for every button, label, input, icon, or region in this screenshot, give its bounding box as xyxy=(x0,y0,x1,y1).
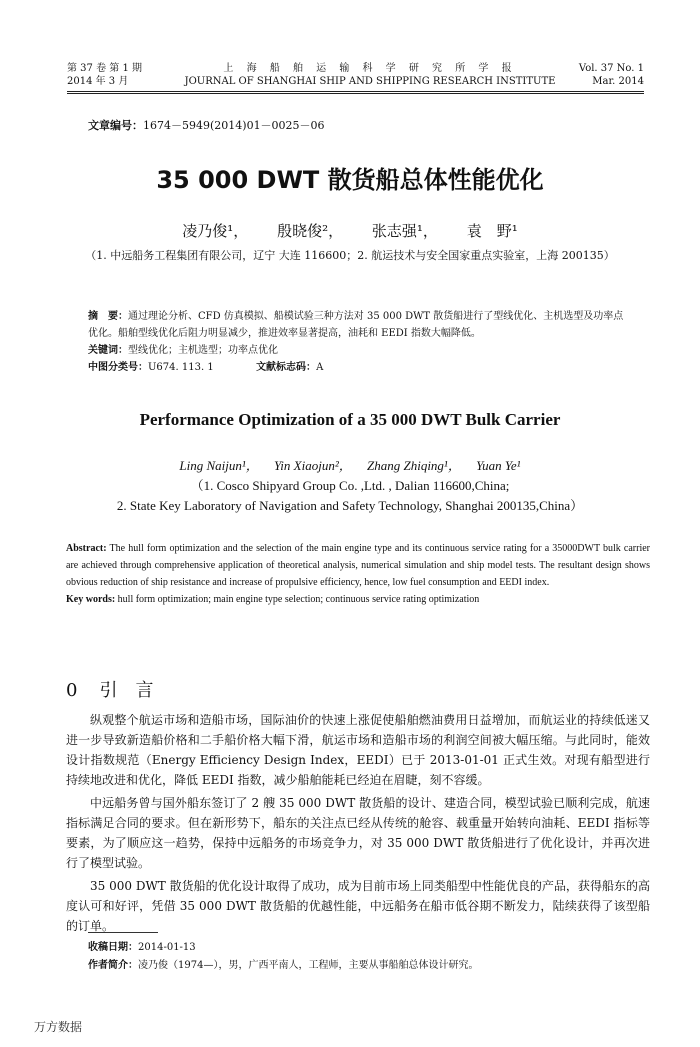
author-cn: 袁 野¹ xyxy=(466,222,518,240)
header-date-cn: 2014 年 3 月 xyxy=(67,76,129,87)
abstract-cn-label: 摘 要： xyxy=(88,311,128,322)
affiliation-en-line-1: （1. Cosco Shipyard Group Co. ,Ltd. , Dalian 116600,China; xyxy=(190,478,510,493)
abstract-en-block xyxy=(66,540,650,608)
authors-cn xyxy=(0,220,700,241)
keywords-en-label: Key words: xyxy=(66,594,116,605)
author-en: Ling Naijun¹， xyxy=(179,458,259,473)
header-volume-cn: 第 37 卷 第 1 期 xyxy=(67,63,142,74)
section-title: 引言 xyxy=(99,680,172,701)
affiliation-en-line-2: 2. State Key Laboratory of Navigation and Safety Technology, Shanghai 200135,China） xyxy=(116,498,584,513)
affiliation-en xyxy=(0,476,700,516)
doc-code-value: A xyxy=(316,362,324,373)
author-bio-label: 作者简介： xyxy=(88,960,138,971)
author-bio xyxy=(88,957,478,975)
affiliation-cn: （1. 中远船务工程集团有限公司，辽宁 大连 116600；2. 航运技术与安全国家重点实验室，上海 200135） xyxy=(85,249,615,262)
abstract-en xyxy=(66,540,650,591)
keywords-cn-label: 关键词： xyxy=(88,345,128,356)
clc-value: U674. 113. 1 xyxy=(148,362,214,373)
journal-name-en: JOURNAL OF SHANGHAI SHIP AND SHIPPING RESEARCH INSTITUTE xyxy=(184,76,556,87)
journal-name-cn: 上 海 船 舶 运 输 科 学 研 究 所 学 报 xyxy=(223,63,517,74)
author-cn: 殷晓俊²， xyxy=(277,222,344,240)
received-label: 收稿日期： xyxy=(88,942,138,953)
title-en: Performance Optimization of a 35 000 DWT Bulk Carrier xyxy=(139,410,561,429)
abstract-cn xyxy=(88,308,628,342)
section-heading xyxy=(66,676,171,702)
header-issue-cn xyxy=(67,62,142,88)
footnote xyxy=(88,939,478,975)
header-journal xyxy=(170,62,570,88)
header-rule-double xyxy=(67,93,644,94)
watermark: 万方数据 xyxy=(34,1020,83,1034)
header-rule xyxy=(67,91,644,92)
paragraph: 中远船务曾与国外船东签订了 2 艘 35 000 DWT 散货船的设计、建造合同，模型试验已顺利完成，航速指标满足合同的要求。但在新形势下，船东的关注点已经从传统的舱容、载重量开始转向油耗、EEDI 指标等要素，为了顺应这一趋势，保持中远船务的市场竞争力，对 35 000 DWT 散货船进行了优化设计，并再次进行了模型试验。 xyxy=(66,796,650,870)
paragraph: 纵观整个航运市场和造船市场，国际油价的快速上涨促使船舶燃油费用日益增加，而航运业的持续低迷又进一步导致新造船价格和二手船价格大幅下滑，航运市场和造船市场的利润空间被大幅压缩。与此同时，能效设计指数规范（Energy Efficiency Design Index，EEDI）已于 2013-01-01 正式生效。对现有船型进行持续地改进和优化，降低 EEDI 指数，减少船舶能耗已经迫在眉睫，刻不容缓。 xyxy=(66,713,650,787)
body-text xyxy=(66,710,650,939)
received-date xyxy=(88,939,478,957)
abstract-cn-block xyxy=(88,308,628,376)
header-volume-en: Vol. 37 No. 1 xyxy=(578,63,644,74)
keywords-cn xyxy=(88,342,628,359)
article-number-label: 文章编号： xyxy=(88,119,143,132)
authors-en xyxy=(0,455,700,474)
author-en: Zhang Zhiqing¹， xyxy=(367,458,461,473)
abstract-en-label: Abstract: xyxy=(66,543,107,554)
article-number xyxy=(88,117,325,133)
keywords-en-text: hull form optimization; main engine type selection; continuous service rating optimization xyxy=(117,594,480,605)
author-en: Yuan Ye¹ xyxy=(476,458,521,473)
section-number: 0 xyxy=(66,680,78,701)
paragraph: 35 000 DWT 散货船的优化设计取得了成功，成为目前市场上同类船型中性能优良的产品，获得船东的高度认可和好评，凭借 35 000 DWT 散货船的优越性能，中远船务在船市低谷期不断发力，陆续获得了该型船的订单。 xyxy=(66,879,650,933)
title-cn: 35 000 DWT 散货船总体性能优化 xyxy=(156,166,544,194)
article-number-value: 1674－5949(2014)01－0025－06 xyxy=(143,119,325,132)
author-cn: 凌乃俊¹， xyxy=(182,222,249,240)
header-issue-en xyxy=(579,62,644,88)
classification xyxy=(88,359,628,376)
author-en: Yin Xiaojun²， xyxy=(274,458,352,473)
abstract-en-text: The hull form optimization and the selection of the main engine type and its continuous service rating for a 35000DWT bulk carrier are achieved through comprehensive application of theoretical analysis, numerical simulation and ship model tests. The resultant design shows obvious reduction of ship resistance and increase of propulsive efficiency, hence, low fuel consumption and EEDI index. xyxy=(66,543,650,588)
keywords-en xyxy=(66,591,650,608)
author-cn: 张志强¹， xyxy=(371,222,438,240)
received-value: 2014-01-13 xyxy=(138,942,196,953)
author-bio-text: 凌乃俊（1974—），男，广西平南人，工程师，主要从事船舶总体设计研究。 xyxy=(138,960,479,971)
clc-label: 中图分类号： xyxy=(88,362,148,373)
keywords-cn-text: 型线优化；主机选型；功率点优化 xyxy=(128,345,278,356)
footnote-rule xyxy=(88,932,158,933)
doc-code-label: 文献标志码： xyxy=(256,362,317,373)
header-date-en: Mar. 2014 xyxy=(592,76,644,87)
abstract-cn-text: 通过理论分析、CFD 仿真模拟、船模试验三种方法对 35 000 DWT 散货船进行了型线优化、主机选型及功率点优化。船舶型线优化后阻力明显减少，推进效率显著提高，油耗和 EEDI 指数大幅降低。 xyxy=(88,311,624,339)
